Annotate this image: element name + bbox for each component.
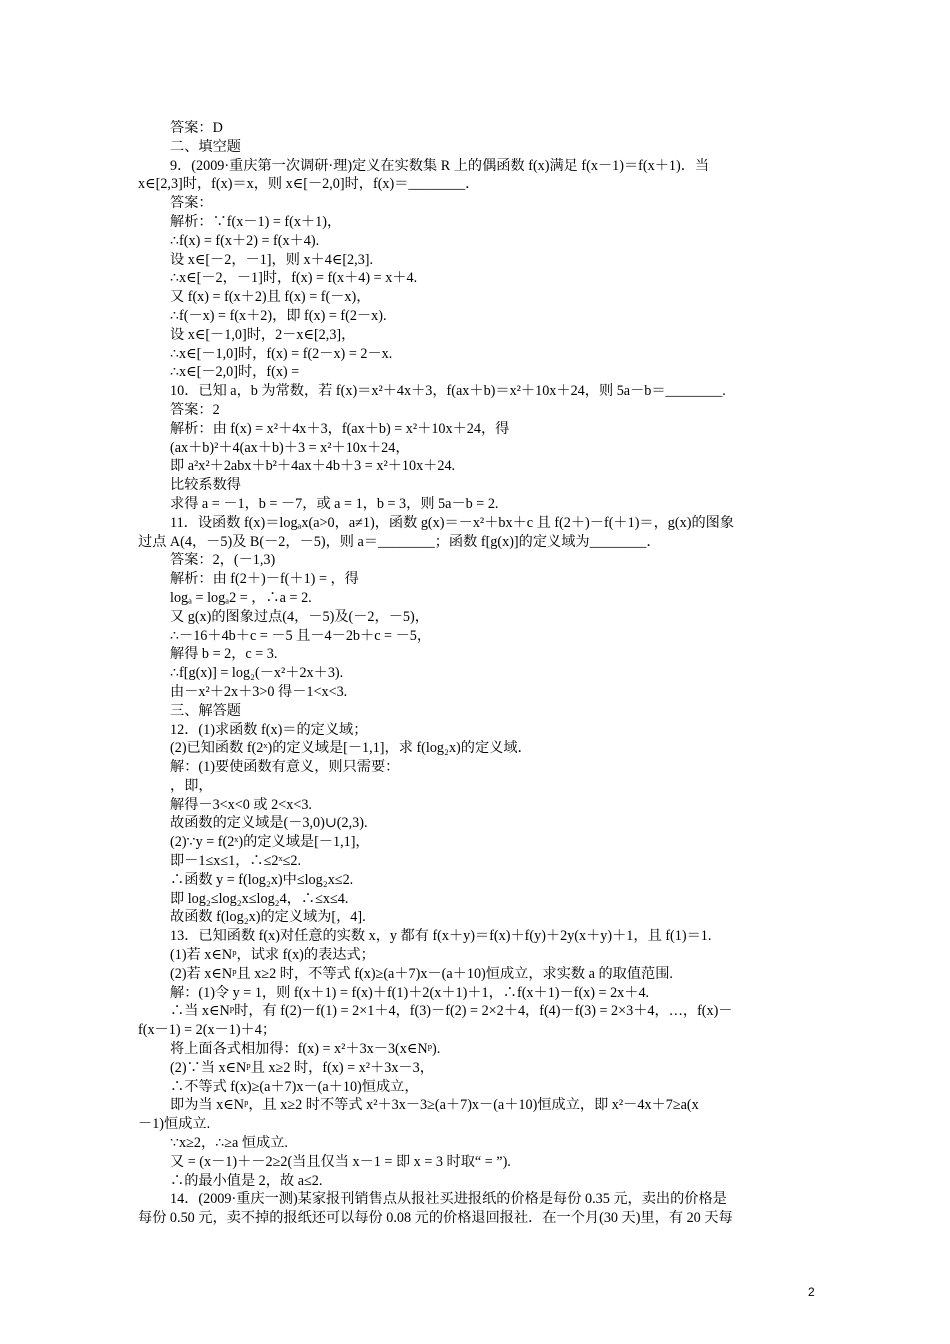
text-line: ∴f[g(x)] = log₂(－x²＋2x＋3).: [170, 665, 344, 682]
text-line: 解：(1)令 y = 1，则 f(x＋1) = f(x)＋f(1)＋2(x＋1)＋1，∴f(x＋1)－f(x) = 2x＋4.: [170, 984, 650, 1001]
text-line: 故函数的定义域是(－3,0)∪(2,3).: [170, 815, 368, 832]
text-line: 由－x²＋2x＋3>0 得－1<x<3.: [170, 683, 348, 700]
text-line: ∴不等式 f(x)≥(a＋7)x－(a＋10)恒成立，: [170, 1078, 419, 1095]
text-line: 11．设函数 f(x)＝logₐx(a>0，a≠1)，函数 g(x)＝－x²＋bx＋c 且 f(2＋)－f(＋1)＝，g(x)的图象: [170, 514, 735, 531]
text-line: (2)∵y = f(2ˣ)的定义域是[－1,1]，: [170, 834, 370, 851]
text-line: 三、解答题: [170, 702, 241, 719]
text-line: 解得 b = 2，c = 3.: [170, 646, 278, 663]
text-line: ∴x∈[－1,0]时，f(x) = f(2－x) = 2－x.: [170, 345, 393, 362]
text-line: 答案：2，(－1,3): [170, 552, 276, 569]
text-line: 设 x∈[－1,0]时，2－x∈[2,3]，: [170, 326, 356, 343]
text-line: 答案：2: [170, 401, 220, 418]
text-line: 解析：∵f(x－1) = f(x＋1)，: [170, 213, 342, 230]
text-line: 每份 0.50 元，卖不掉的报纸还可以每份 0.08 元的价格退回报社．在一个月(30 天)里，有 20 天每: [138, 1210, 733, 1227]
text-line: ∴－16＋4b＋c = －5 且－4－2b＋c = －5，: [170, 627, 432, 644]
text-line: 故函数 f(log₂x)的定义域为[，4].: [170, 909, 366, 926]
text-line: 即 log₂≤log₂x≤log₂4，∴≤x≤4.: [170, 890, 349, 907]
text-line: 14．(2009·重庆一测)某家报刊销售点从报社买进报纸的价格是每份 0.35 元，卖出的价格是: [170, 1191, 727, 1208]
text-line: ∴的最小值是 2，故 a≤2.: [170, 1172, 323, 1189]
text-line: ∴f(－x) = f(x＋2)，即 f(x) = f(2－x).: [170, 307, 387, 324]
text-line: 设 x∈[－2，－1]，则 x＋4∈[2,3].: [170, 251, 374, 268]
text-line: 12．(1)求函数 f(x)＝的定义域；: [170, 721, 368, 738]
text-line: 即－1≤x≤1，∴≤2ˣ≤2.: [170, 853, 302, 870]
text-line: ，即，: [170, 777, 213, 794]
text-line: ∵x≥2，∴≥a 恒成立.: [170, 1135, 288, 1152]
document-body: [138, 119, 814, 1228]
text-line: (2)∵当 x∈Nᵖ且 x≥2 时，f(x) = x²＋3x－3，: [170, 1059, 434, 1076]
text-line: 9．(2009·重庆第一次调研·理)定义在实数集 R 上的偶函数 f(x)满足 f(x－1)＝f(x＋1)．当: [170, 157, 710, 174]
text-line: 即为当 x∈Nᵖ，且 x≥2 时不等式 x²＋3x－3≥(a＋7)x－(a＋10)恒成立，即 x²－4x＋7≥a(x: [170, 1097, 699, 1114]
text-line: x∈[2,3]时，f(x)＝x，则 x∈[－2,0]时，f(x)＝________．: [138, 176, 480, 193]
text-line: 又 f(x) = f(x＋2)且 f(x) = f(－x)，: [170, 289, 371, 306]
text-line: －1)恒成立.: [138, 1116, 211, 1133]
text-line: 将上面各式相加得：f(x) = x²＋3x－3(x∈Nᵖ).: [170, 1041, 441, 1058]
text-line: (ax＋b)²＋4(ax＋b)＋3 = x²＋10x＋24，: [170, 439, 410, 456]
text-line: logₐ = logₐ2 = ，∴a = 2.: [170, 589, 312, 606]
text-line: 解析：由 f(x) = x²＋4x＋3，f(ax＋b) = x²＋10x＋24，得: [170, 420, 510, 437]
text-line: 解析：由 f(2＋)－f(＋1) = ，得: [170, 571, 359, 588]
text-line: 解：(1)要使函数有意义，则只需要：: [170, 759, 400, 776]
text-line: 二、填空题: [170, 138, 241, 155]
text-line: 比较系数得: [170, 477, 241, 494]
text-line: 过点 A(4，－5)及 B(－2，－5)，则 a＝________；函数 f[g(x)]的定义域为________．: [138, 533, 661, 550]
text-line: 解得－3<x<0 或 2<x<3.: [170, 796, 312, 813]
text-line: 求得 a = －1，b = －7，或 a = 1，b = 3，则 5a－b = 2.: [170, 495, 499, 512]
text-line: 13．已知函数 f(x)对任意的实数 x，y 都有 f(x＋y)＝f(x)＋f(y)＋2y(x＋y)＋1，且 f(1)＝1.: [170, 928, 712, 945]
text-line: ∴x∈[－2,0]时，f(x) =: [170, 364, 300, 381]
text-line: ∴x∈[－2，－1]时，f(x) = f(x＋4) = x＋4.: [170, 270, 418, 287]
text-line: f(x－1) = 2(x－1)＋4；: [138, 1022, 277, 1039]
text-line: ∴当 x∈Nᵖ时，有 f(2)－f(1) = 2×1＋4，f(3)－f(2) = 2×2＋4，f(4)－f(3) = 2×3＋4，…，f(x)－: [170, 1003, 733, 1020]
text-line: (2)已知函数 f(2ˣ)的定义域是[－1,1]，求 f(log₂x)的定义域．: [170, 740, 532, 757]
text-line: ∴f(x) = f(x＋2) = f(x＋4).: [170, 232, 320, 249]
text-line: (2)若 x∈Nᵖ且 x≥2 时，不等式 f(x)≥(a＋7)x－(a＋10)恒成立，求实数 a 的取值范围.: [170, 965, 673, 982]
text-line: 10．已知 a，b 为常数，若 f(x)＝x²＋4x＋3，f(ax＋b)＝x²＋10x＋24，则 5a－b＝________.: [170, 383, 726, 400]
text-line: 答案：: [170, 195, 213, 212]
text-line: 即 a²x²＋2abx＋b²＋4ax＋4b＋3 = x²＋10x＋24.: [170, 458, 456, 475]
text-line: 答案：D: [170, 120, 223, 136]
text-line: 又 g(x)的图象过点(4，－5)及(－2，－5)，: [170, 608, 429, 625]
text-line: ∴函数 y = f(log₂x)中≤log₂x≤2.: [170, 871, 354, 888]
text-line: (1)若 x∈Nᵖ，试求 f(x)的表达式；: [170, 947, 375, 964]
text-line: 又 = (x－1)＋－2≥2(当且仅当 x－1 = 即 x = 3 时取“ = ”).: [170, 1153, 511, 1170]
page-number: 2: [808, 1285, 815, 1299]
